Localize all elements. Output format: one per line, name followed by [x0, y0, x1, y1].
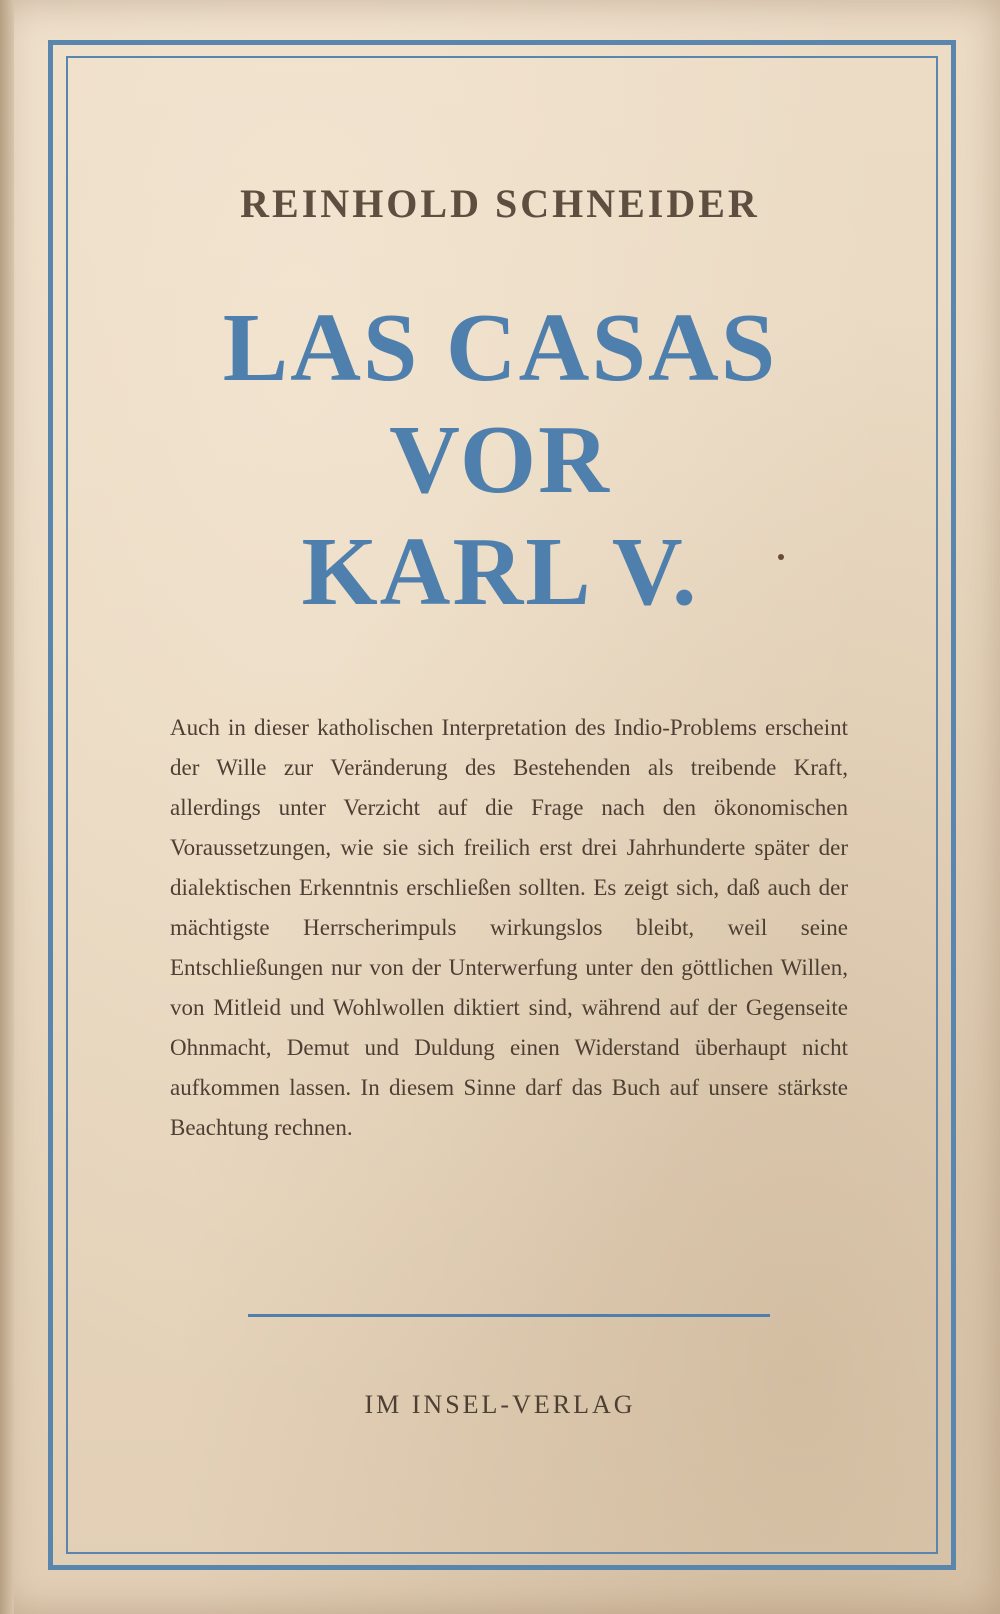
- title-line-2: VOR: [389, 406, 611, 514]
- blurb-text: Auch in dieser katholischen Interpretation des Indio-Problems erscheint der Wille zur Veränderung des Bestehenden als treibende Kraft, allerdings unter Verzicht auf die Frage nach den ökonomischen Voraussetzungen, wie sie sich freilich erst drei Jahrhunderte später der dialektischen Erkenntnis erschließen sollten. Es zeigt sich, daß auch der mächtigste Herrscherimpuls wirkungslos bleibt, weil seine Entschließungen nur von der Unterwerfung unter den göttlichen Willen, von Mitleid und Wohlwollen diktiert sind, während auf der Gegenseite Ohnmacht, Demut und Duldung einen Widerstand überhaupt nicht aufkommen lassen. In diesem Sinne darf das Buch auf unsere stärkste Beachtung rechnen.: [170, 715, 848, 1140]
- ink-speck: [778, 554, 784, 560]
- cover-edge: [0, 0, 14, 1614]
- book-title: [0, 292, 1000, 628]
- divider-rule: [248, 1314, 770, 1317]
- title-line-3: KARL V.: [301, 518, 699, 626]
- publisher-name: IM INSEL-VERLAG: [364, 1390, 636, 1419]
- title-line-1: LAS CASAS: [222, 294, 778, 402]
- author-name: REINHOLD SCHNEIDER: [240, 181, 760, 226]
